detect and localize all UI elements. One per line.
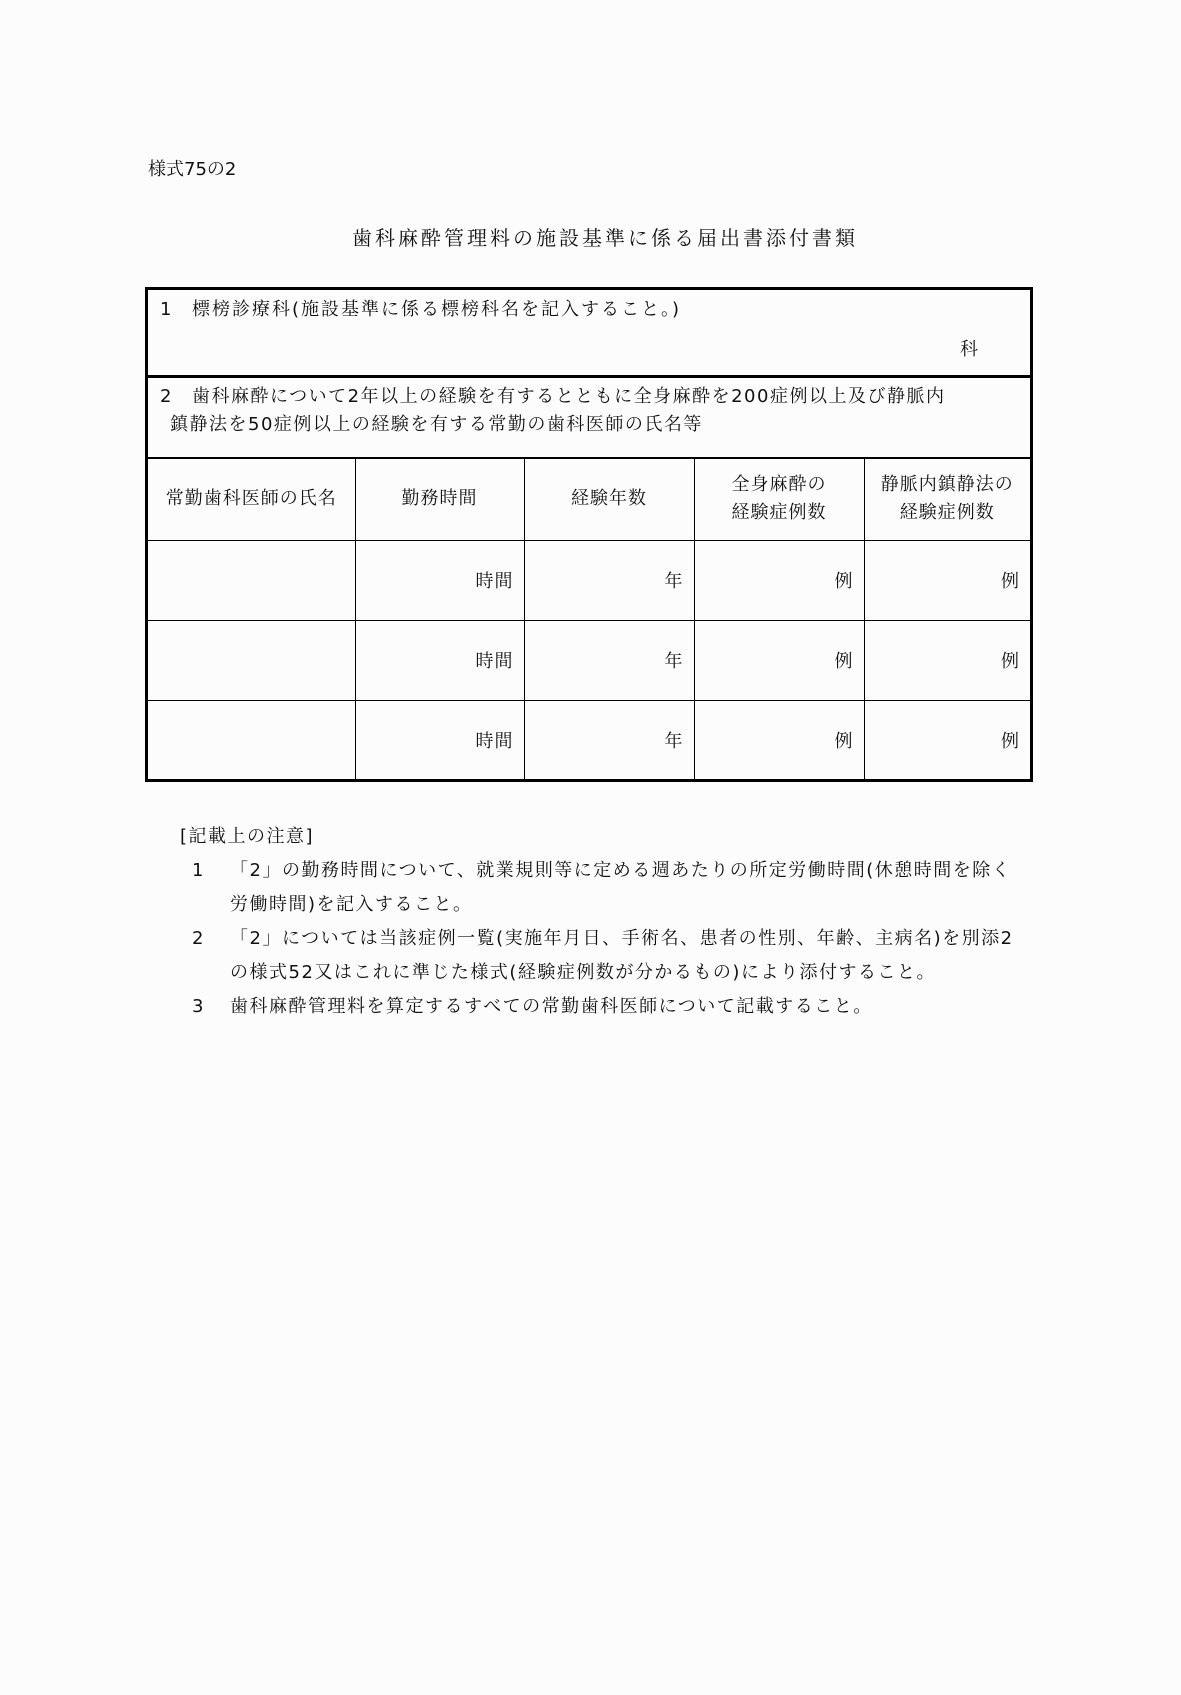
header-text-line-2: 経験症例数 <box>899 502 995 524</box>
working-hours-cell[interactable] <box>355 540 524 620</box>
table-row <box>148 620 1030 700</box>
dentist-name-cell[interactable] <box>148 540 355 620</box>
table-header-row <box>148 459 1030 540</box>
header-dentist-name <box>148 459 355 540</box>
header-general-anesthesia-cases <box>694 459 864 540</box>
note-text: 「2」については当該症例一覧(実施年月日、手術名、患者の性別、年齢、主病名)を別添2の様式52又はこれに準じた様式(経験症例数が分かるもの)により添付すること。 <box>230 928 1014 983</box>
years-cell[interactable] <box>524 540 694 620</box>
note-item <box>192 990 1040 1024</box>
cases-unit: 例 <box>834 731 854 753</box>
notes-section <box>180 822 1040 1024</box>
working-hours-cell[interactable] <box>355 620 524 700</box>
dentist-table <box>148 459 1030 780</box>
years-unit: 年 <box>664 651 684 672</box>
note-item <box>192 922 1040 990</box>
years-cell[interactable] <box>524 700 694 780</box>
ga-cases-cell[interactable] <box>694 540 864 620</box>
note-text: 歯科麻酔管理料を算定するすべての常勤歯科医師について記載すること。 <box>230 996 873 1017</box>
cases-unit: 例 <box>834 571 854 592</box>
cases-unit: 例 <box>1001 571 1020 592</box>
section-2-line-2: 鎮静法を50症例以上の経験を有する常勤の歯科医師の氏名等 <box>170 414 703 435</box>
note-text: 「2」の勤務時間について、就業規則等に定める週あたりの所定労働時間(休憩時間を除く労働時間)を記入すること。 <box>230 860 1012 915</box>
document-title: 歯科麻酔管理料の施設基準に係る届出書添付書類 <box>352 226 858 250</box>
header-text-line-2: 経験症例数 <box>731 502 827 524</box>
ga-cases-cell[interactable] <box>694 620 864 700</box>
section-2-number: 2 <box>160 386 173 407</box>
note-item <box>192 854 1040 922</box>
form-number: 様式75の2 <box>148 159 237 180</box>
header-text: 経験年数 <box>571 488 647 510</box>
department-unit: 科 <box>960 339 978 360</box>
header-working-hours <box>355 459 524 540</box>
dentist-name-cell[interactable] <box>148 700 355 780</box>
cases-unit: 例 <box>1001 651 1020 672</box>
header-text-line-1: 静脈内鎮静法の <box>880 474 1014 496</box>
years-unit: 年 <box>664 571 684 592</box>
table-row <box>148 540 1030 620</box>
cases-unit: 例 <box>1001 731 1020 753</box>
working-hours-cell[interactable] <box>355 700 524 780</box>
notes-heading: [記載上の注意] <box>180 826 315 847</box>
dentist-name-cell[interactable] <box>148 620 355 700</box>
ga-cases-cell[interactable] <box>694 700 864 780</box>
header-text: 勤務時間 <box>401 488 478 510</box>
section-1-label <box>160 295 681 321</box>
section-2-line-1 <box>160 383 1024 411</box>
note-number: 2 <box>192 928 205 949</box>
header-iv-sedation-cases <box>864 459 1030 540</box>
section-1-department <box>148 290 1030 378</box>
years-cell[interactable] <box>524 620 694 700</box>
header-text: 常勤歯科医師の氏名 <box>165 488 337 510</box>
years-unit: 年 <box>664 731 684 753</box>
header-years-experience <box>524 459 694 540</box>
ivs-cases-cell[interactable] <box>864 700 1030 780</box>
note-number: 3 <box>192 996 205 1017</box>
hours-unit: 時間 <box>475 651 514 672</box>
ivs-cases-cell[interactable] <box>864 620 1030 700</box>
header-text-line-1: 全身麻酔の <box>731 474 827 496</box>
section-2-text <box>160 383 1024 439</box>
note-number: 1 <box>192 860 205 881</box>
ivs-cases-cell[interactable] <box>864 540 1030 620</box>
hours-unit: 時間 <box>475 731 514 753</box>
section-2-line-1-text: 歯科麻酔について2年以上の経験を有するとともに全身麻酔を200症例以上及び静脈内 <box>192 386 946 407</box>
form-frame <box>145 287 1033 782</box>
table-row <box>148 700 1030 780</box>
section-1-text: 標榜診療科(施設基準に係る標榜科名を記入すること。) <box>192 299 682 320</box>
hours-unit: 時間 <box>475 571 514 592</box>
section-1-number: 1 <box>160 299 174 320</box>
section-2-heading <box>148 375 1030 459</box>
department-field[interactable] <box>960 335 978 361</box>
cases-unit: 例 <box>834 651 854 672</box>
